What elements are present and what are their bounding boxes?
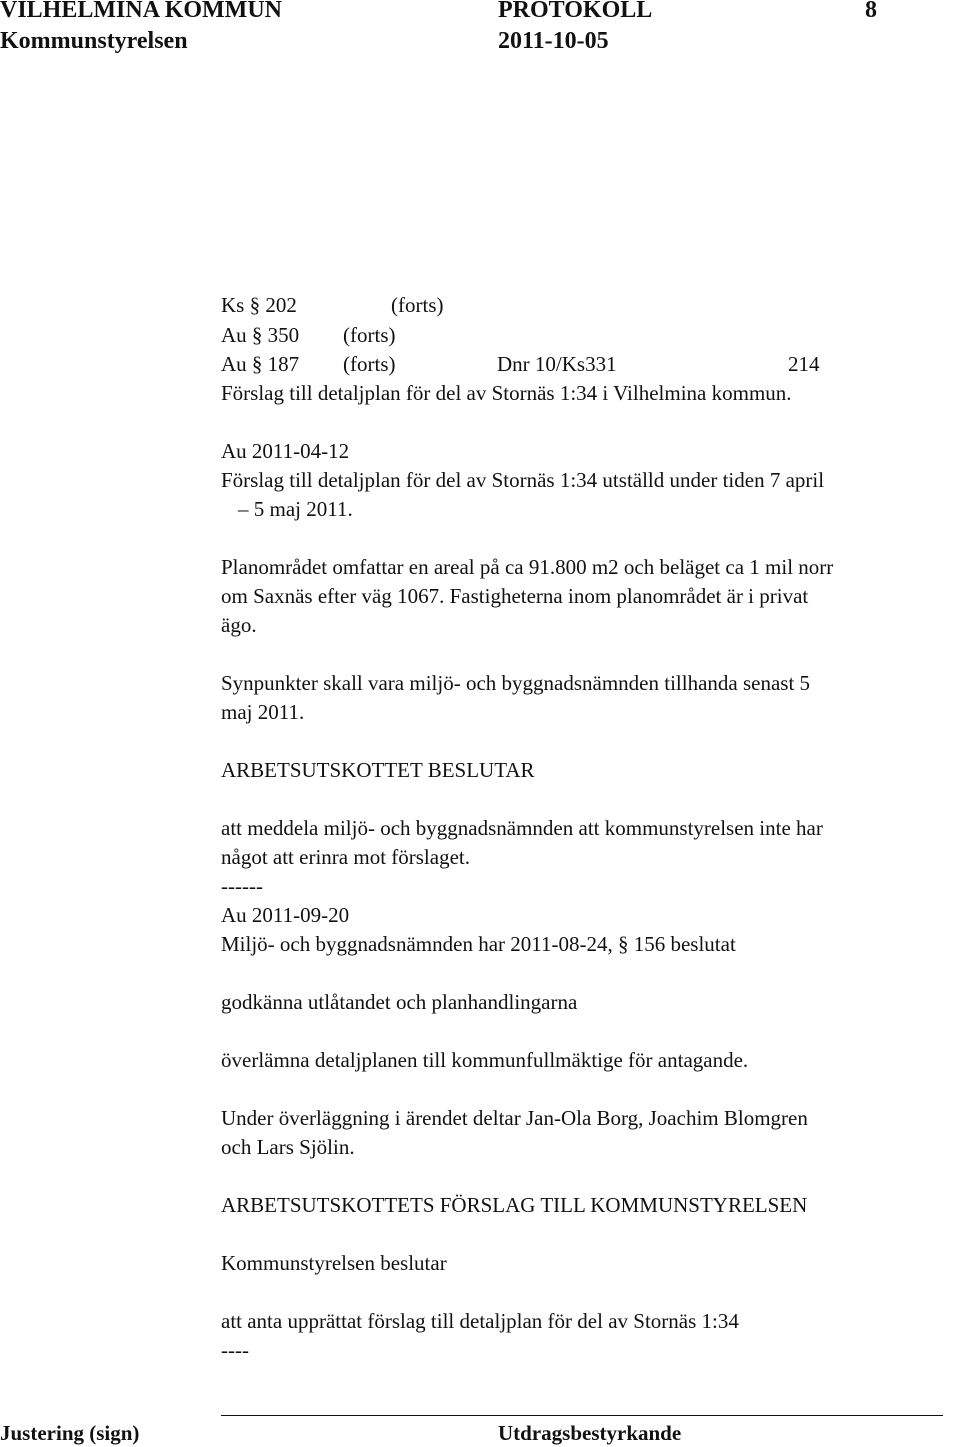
- au-date-2: Au 2011-09-20: [221, 903, 350, 927]
- ref-row-ks: [221, 292, 941, 318]
- deliberation-line-2: och Lars Sjölin.: [221, 1135, 355, 1159]
- ref-ks-forts: (forts): [391, 293, 444, 317]
- ref-au350-forts: (forts): [343, 323, 396, 347]
- ref-au350: Au § 350: [221, 323, 300, 347]
- ref-row-au350: [221, 322, 941, 348]
- submit-line: överlämna detaljplanen till kommunfullmäktige för antagande.: [221, 1048, 749, 1072]
- approve-line: godkänna utlåtandet och planhandlingarna: [221, 990, 578, 1014]
- ref-au187: Au § 187: [221, 352, 300, 376]
- area-line-1: Planområdet omfattar en areal på ca 91.800 m2 och beläget ca 1 mil norr: [221, 555, 834, 579]
- ks-decides: Kommunstyrelsen beslutar: [221, 1251, 447, 1275]
- decision-line-2: något att erinra mot förslaget.: [221, 845, 470, 869]
- ref-au187-forts: (forts): [343, 352, 396, 376]
- proposal-heading: ARBETSUTSKOTTETS FÖRSLAG TILL KOMMUNSTYRELSEN: [221, 1193, 808, 1217]
- proposal-line-2: – 5 maj 2011.: [238, 497, 353, 521]
- views-line-2: maj 2011.: [221, 700, 305, 724]
- body-name: Kommunstyrelsen: [0, 28, 188, 54]
- views-line-1: Synpunkter skall vara miljö- och byggnadsnämnden tillhanda senast 5: [221, 671, 811, 695]
- document-type: PROTOKOLL: [498, 0, 653, 23]
- subject-line: Förslag till detaljplan för del av Stornäs 1:34 i Vilhelmina kommun.: [221, 381, 792, 405]
- ref-item-number: 214: [788, 352, 820, 376]
- ref-row-au187: [221, 351, 941, 377]
- signature-rule: [221, 1415, 943, 1416]
- au-date-1: Au 2011-04-12: [221, 439, 350, 463]
- separator-2: ----: [221, 1338, 249, 1362]
- area-line-2: om Saxnäs efter väg 1067. Fastigheterna inom planområdet är i privat: [221, 584, 809, 608]
- ref-dnr: Dnr 10/Ks331: [497, 352, 617, 376]
- decision-line-1: att meddela miljö- och byggnadsnämnden att kommunstyrelsen inte har: [221, 816, 823, 840]
- page-number: 8: [865, 0, 877, 23]
- municipality-name: VILHELMINA KOMMUN: [0, 0, 282, 23]
- meeting-date: 2011-10-05: [498, 28, 609, 54]
- area-line-3: ägo.: [221, 613, 257, 637]
- proposal-line-1: Förslag till detaljplan för del av Stornäs 1:34 utställd under tiden 7 april: [221, 468, 825, 492]
- deliberation-line-1: Under överläggning i ärendet deltar Jan-Ola Borg, Joachim Blomgren: [221, 1106, 808, 1130]
- separator-1: ------: [221, 874, 263, 898]
- footer-justering: Justering (sign): [0, 1421, 140, 1445]
- decision-heading: ARBETSUTSKOTTET BESLUTAR: [221, 758, 535, 782]
- footer-utdrag: Utdragsbestyrkande: [498, 1421, 682, 1445]
- mbn-decision: Miljö- och byggnadsnämnden har 2011-08-24, § 156 beslutat: [221, 932, 736, 956]
- adopt-line: att anta upprättat förslag till detaljplan för del av Stornäs 1:34: [221, 1309, 739, 1333]
- ref-ks: Ks § 202: [221, 293, 297, 317]
